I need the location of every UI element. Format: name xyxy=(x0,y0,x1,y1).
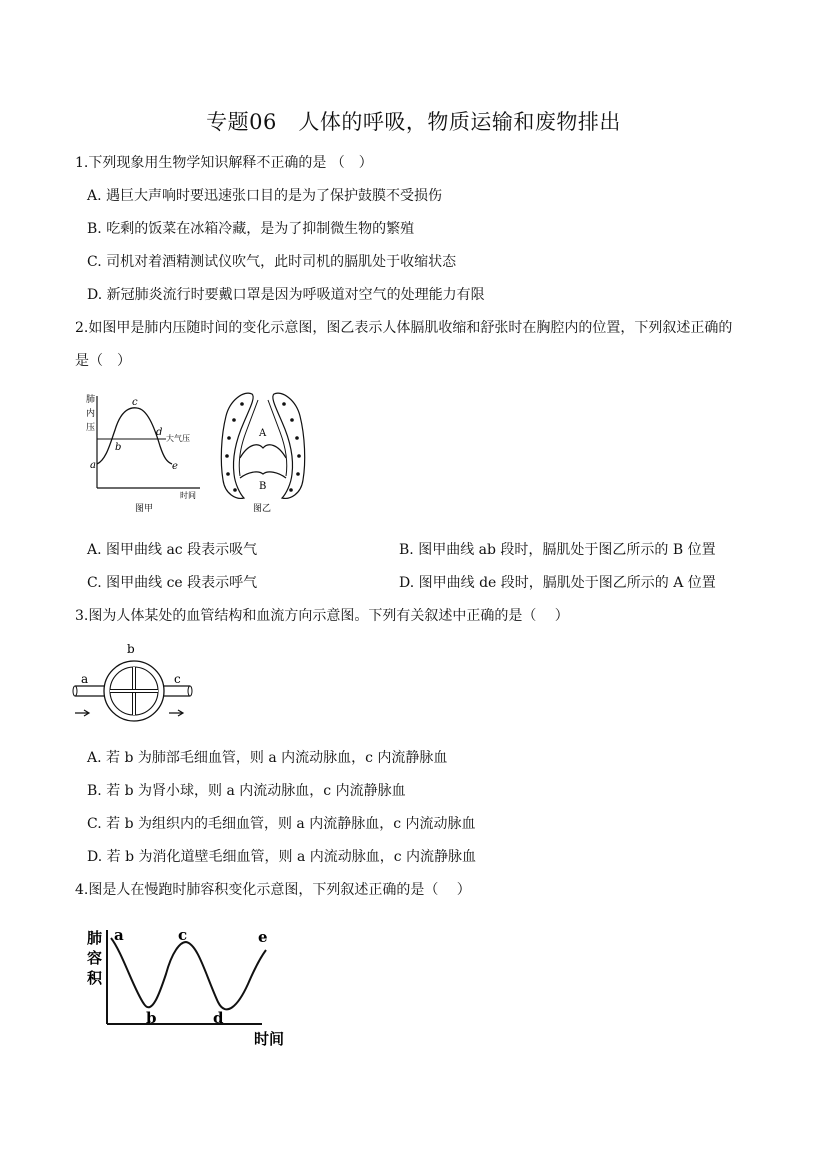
q2-jia-ylabel-char: 内 xyxy=(86,409,96,419)
q3-stem: 3.图为人体某处的血管结构和血流方向示意图。下列有关叙述中正确的是（ ） xyxy=(75,608,569,624)
q4-point-b: b xyxy=(146,1009,157,1027)
q4-ylabel-char: 积 xyxy=(87,969,103,987)
q4-point-e: e xyxy=(258,928,268,946)
q3-inflow-vessel xyxy=(75,686,106,696)
q2-option-d[interactable]: D. 图甲曲线 de 段时，膈肌处于图乙所示的 A 位置 xyxy=(399,575,716,591)
q2-jia-point-d: d xyxy=(156,427,163,438)
q2-yi-diaphragm-b xyxy=(240,472,286,478)
q3-outflow-vessel xyxy=(163,686,190,696)
q4-volume-curve xyxy=(111,938,266,1009)
q4-ylabel-char: 容 xyxy=(87,949,103,967)
q1-option-d[interactable]: D. 新冠肺炎流行时要戴口罩是因为呼吸道对空气的处理能力有限 xyxy=(87,287,485,303)
q3-option-c[interactable]: C. 若 b 为组织内的毛细血管，则 a 内流静脉血，c 内流动脉血 xyxy=(87,816,476,832)
page-title: 专题06 人体的呼吸，物质运输和废物排出 xyxy=(206,110,621,134)
q4-stem: 4.图是人在慢跑时肺容积变化示意图，下列叙述正确的是（ ） xyxy=(75,882,471,898)
q2-jia-point-e: e xyxy=(172,461,178,472)
q2-jia-caption: 图甲 xyxy=(135,504,154,514)
q2-jia-point-b: b xyxy=(115,442,122,453)
q3-flow-arrow-in xyxy=(75,710,89,716)
q1-option-b[interactable]: B. 吃剩的饭菜在冰箱冷藏，是为了抑制微生物的繁殖 xyxy=(87,221,415,237)
q2-jia-ylabel-char: 压 xyxy=(86,423,96,433)
q4-point-c: c xyxy=(178,926,188,944)
q2-yi-caption: 图乙 xyxy=(253,504,272,514)
q3-label-a: a xyxy=(81,672,89,686)
q2-yi-left-lung-wall xyxy=(221,393,253,498)
q4-xlabel: 时间 xyxy=(254,1030,285,1048)
q2-figure-jia xyxy=(82,390,212,515)
q2-jia-ylabel xyxy=(86,393,95,433)
q2-yi-right-lung-wall xyxy=(273,393,305,498)
q3-vessel-figure xyxy=(70,640,200,722)
q3-label-b: b xyxy=(127,642,135,656)
q2-jia-point-a: a xyxy=(90,460,96,471)
q2-jia-xlabel: 时间 xyxy=(180,491,196,500)
q4-ylabel-char: 肺 xyxy=(87,929,103,947)
q4-ylabel xyxy=(87,929,103,987)
q2-yi-diaphragm-a xyxy=(240,445,286,458)
q1-stem: 1.下列现象用生物学知识解释不正确的是 （ ） xyxy=(75,155,373,171)
q2-yi-label-a: A xyxy=(259,428,267,439)
q3-option-d[interactable]: D. 若 b 为消化道壁毛细血管，则 a 内流动脉血，c 内流静脉血 xyxy=(87,849,477,865)
q2-figure-yi xyxy=(218,388,308,516)
q3-outflow-vessel-end xyxy=(188,686,192,696)
q2-yi-label-b: B xyxy=(259,481,267,492)
q2-jia-ylabel-char: 肺 xyxy=(86,395,96,405)
q2-jia-ref-label: 大气压 xyxy=(166,434,190,443)
q2-option-c[interactable]: C. 图甲曲线 ce 段表示呼气 xyxy=(87,575,258,591)
q3-inflow-vessel-end xyxy=(73,686,77,696)
q3-flow-arrow-out xyxy=(169,710,183,716)
q4-point-d: d xyxy=(213,1009,224,1027)
q1-option-c[interactable]: C. 司机对着酒精测试仪吹气，此时司机的膈肌处于收缩状态 xyxy=(87,254,457,270)
q3-label-c: c xyxy=(174,672,181,686)
q4-point-a: a xyxy=(114,926,124,944)
q3-option-b[interactable]: B. 若 b 为肾小球，则 a 内流动脉血，c 内流静脉血 xyxy=(87,783,406,799)
q2-stem-line1: 2.如图甲是肺内压随时间的变化示意图，图乙表示人体膈肌收缩和舒张时在胸腔内的位置，下列叙述正确的 xyxy=(75,320,733,336)
q1-option-a[interactable]: A. 遇巨大声响时要迅速张口目的是为了保护鼓膜不受损伤 xyxy=(87,188,443,204)
q4-lung-volume-figure xyxy=(82,918,297,1050)
q2-option-b[interactable]: B. 图甲曲线 ab 段时，膈肌处于图乙所示的 B 位置 xyxy=(399,542,716,558)
q2-option-a[interactable]: A. 图甲曲线 ac 段表示吸气 xyxy=(87,542,258,558)
q2-stem-line2: 是（ ） xyxy=(75,353,131,369)
q3-option-a[interactable]: A. 若 b 为肺部毛细血管，则 a 内流动脉血，c 内流静脉血 xyxy=(87,750,448,766)
q2-jia-point-c: c xyxy=(132,397,138,408)
